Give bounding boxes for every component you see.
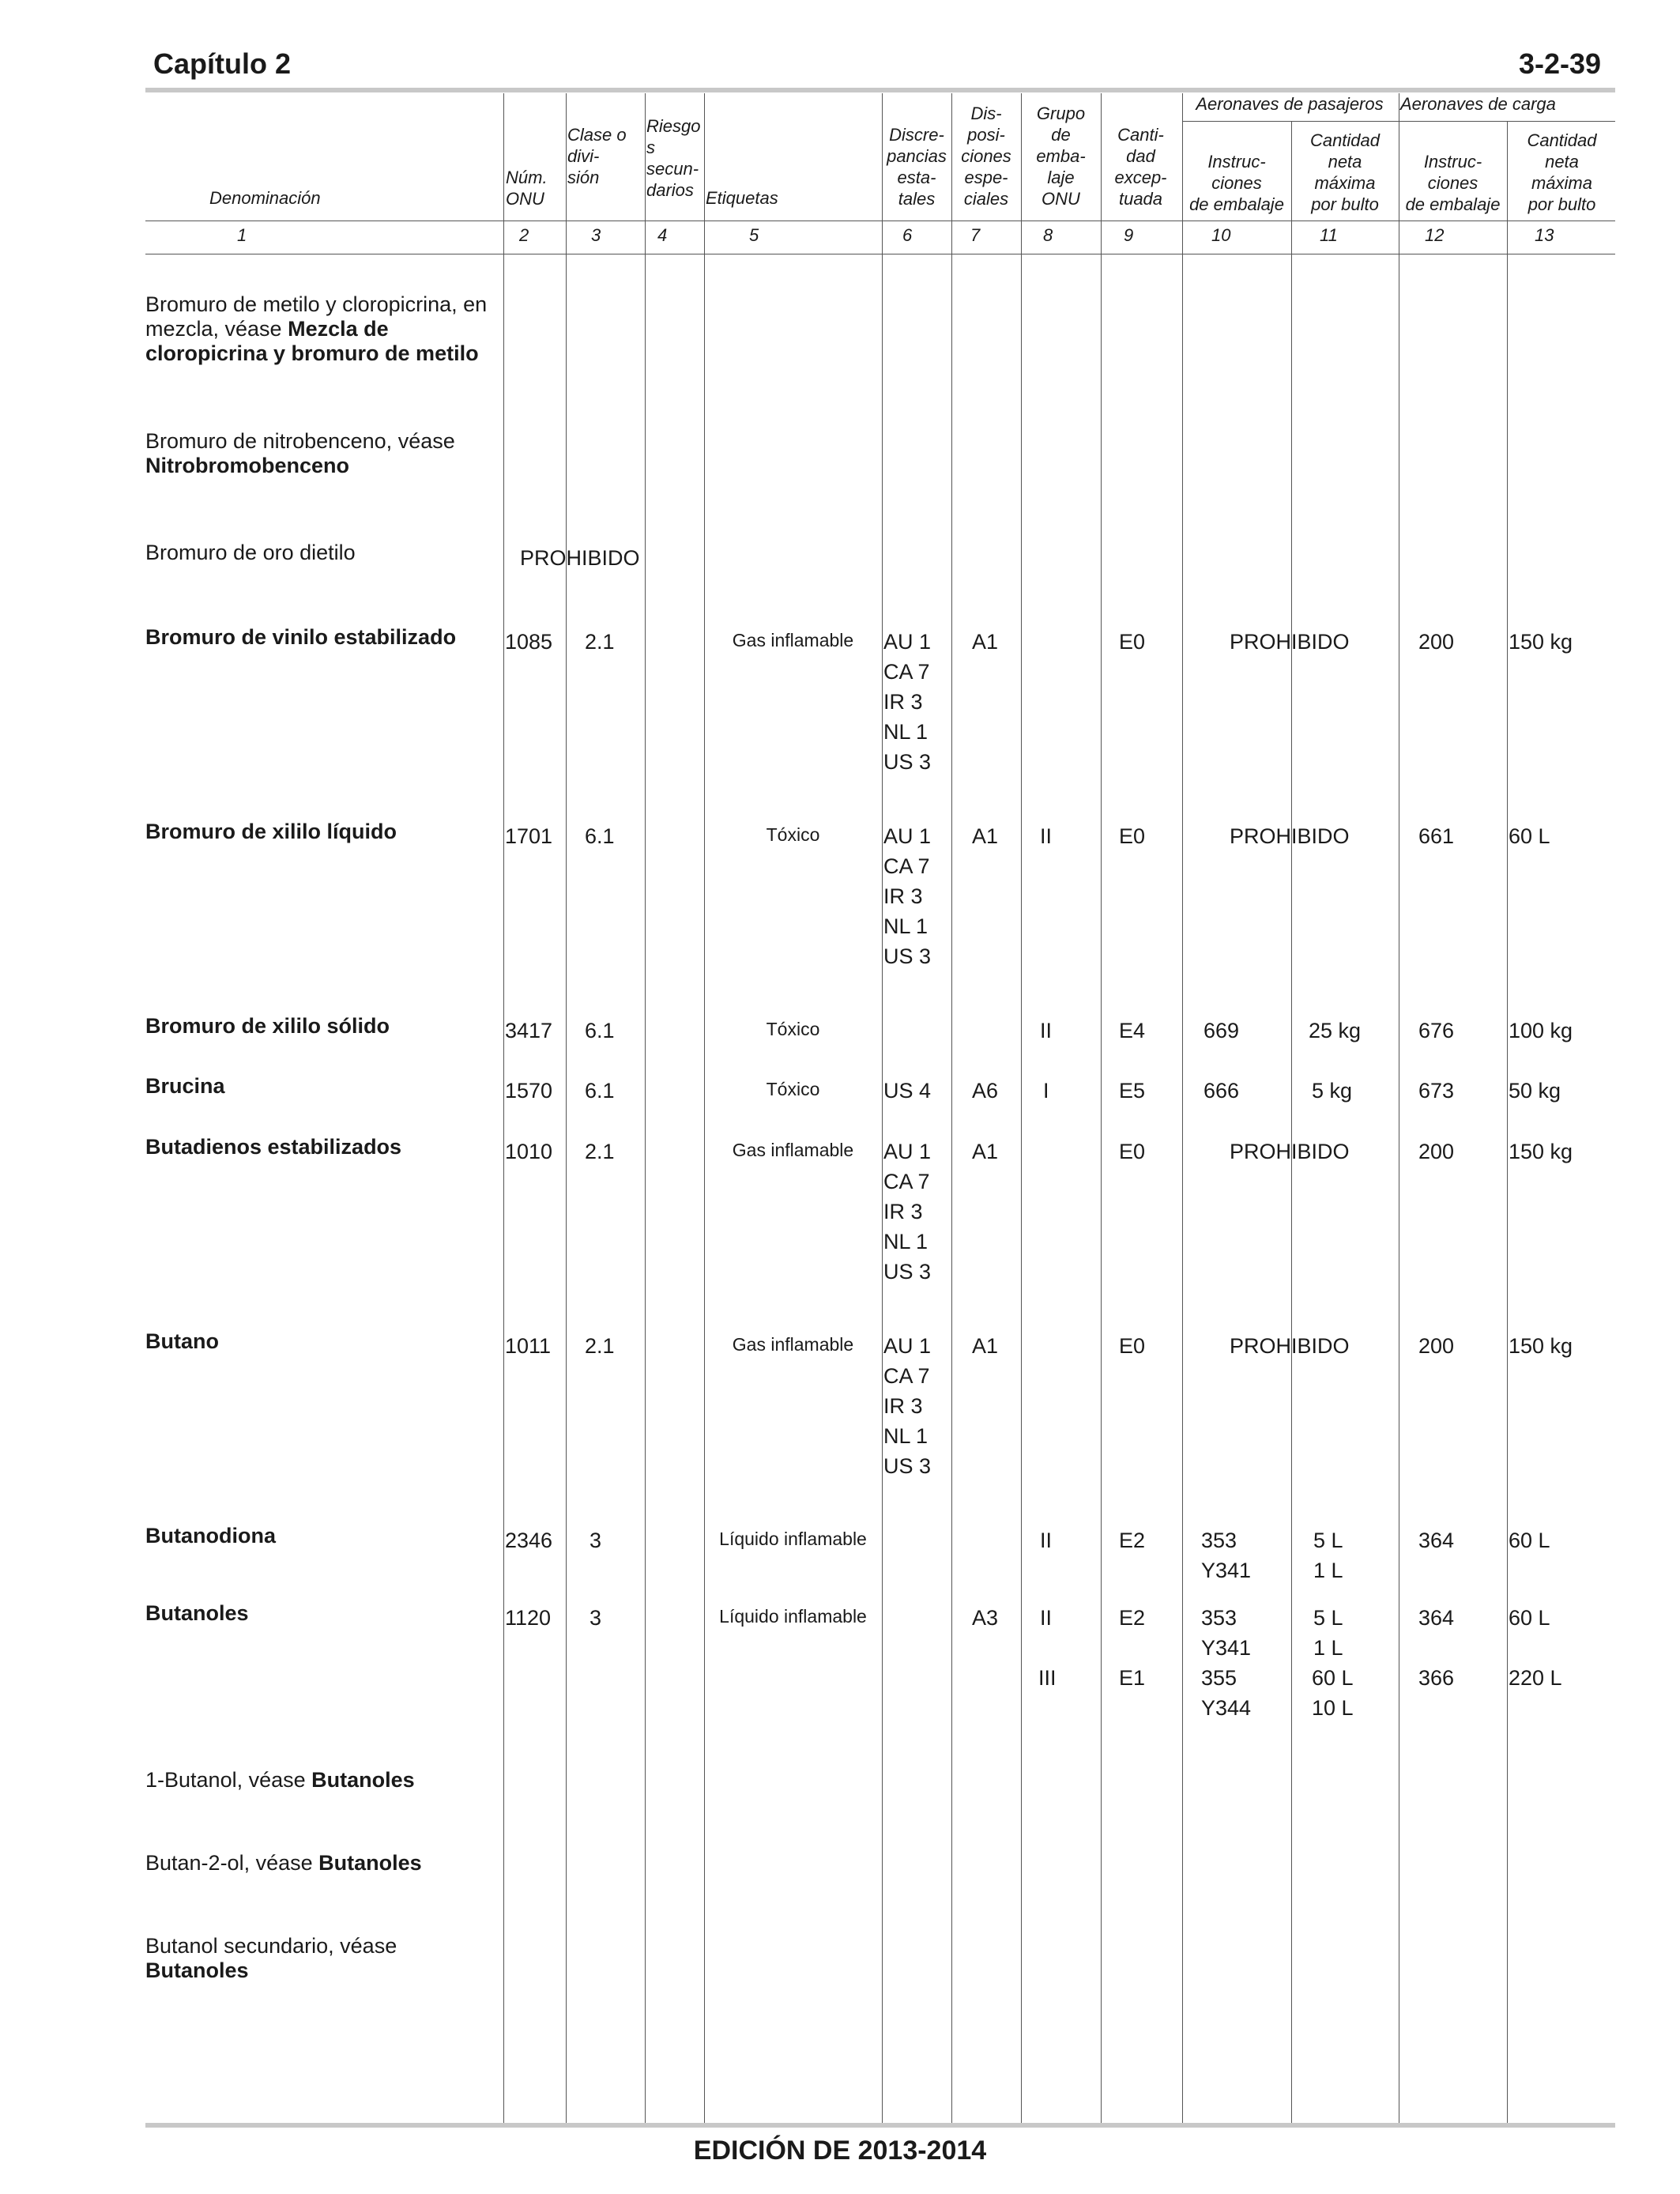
colnum-8: 8 <box>1043 225 1053 245</box>
prohibido-text: PROHIBIDO <box>1230 1334 1350 1358</box>
header-clase: Clase o divi- sión <box>567 125 627 187</box>
packing-group: II <box>1040 1019 1053 1042</box>
col-line-5 <box>704 93 705 2124</box>
excepted-quantity: E0 <box>1119 1140 1146 1163</box>
class-division: 3 <box>590 1529 602 1552</box>
hazard-label: Líquido inflamable <box>719 1606 867 1627</box>
prohibido-text: PROHIBIDO <box>1230 1140 1350 1163</box>
colnum-5: 5 <box>749 225 759 245</box>
un-number: 2346 <box>505 1529 553 1552</box>
entry-ref: Butanoles <box>318 1851 422 1875</box>
pax-instructions: 666 <box>1203 1079 1240 1103</box>
header-num-onu: Núm. ONU <box>506 168 548 209</box>
excepted-quantity: E5 <box>1119 1079 1146 1103</box>
header-cargo-cantidad: Cantidad neta máxima por bulto <box>1527 130 1597 214</box>
entry-ref: cloropicrina y bromuro de metilo <box>145 341 479 365</box>
colnum-9: 9 <box>1124 225 1134 245</box>
pax-instructions: 353 Y341 <box>1201 1606 1252 1660</box>
edition-footer: EDICIÓN DE 2013-2014 <box>693 2136 987 2166</box>
entry-name: Bromuro de vinilo estabilizado <box>145 625 457 649</box>
prohibido-text: PROHIBIDO <box>1230 630 1350 654</box>
pax-max-quantity: 25 kg <box>1309 1019 1362 1042</box>
colnum-3: 3 <box>591 225 601 245</box>
un-number: 1010 <box>505 1140 553 1163</box>
hazard-label: Tóxico <box>766 1079 820 1099</box>
packing-group: I <box>1043 1079 1049 1103</box>
packing-group: II <box>1040 1529 1053 1552</box>
cargo-max-quantity: 60 L <box>1509 1529 1550 1552</box>
un-number: 1701 <box>505 824 553 848</box>
entry-text: Bromuro de nitrobenceno, véase <box>145 429 455 453</box>
entry-name: Bromuro de xililo sólido <box>145 1014 390 1038</box>
cargo-max-quantity: 150 kg <box>1509 1140 1573 1163</box>
colnum-7: 7 <box>970 225 981 245</box>
chapter-title: Capítulo 2 <box>153 47 292 80</box>
hazard-label: Gas inflamable <box>732 630 854 650</box>
excepted-quantity: E0 <box>1119 824 1146 848</box>
header-riesgos: Riesgo s secun- darios <box>646 116 701 200</box>
class-division: 2.1 <box>585 1140 615 1163</box>
entry-name <box>145 1934 397 1983</box>
entry-name: Butanodiona <box>145 1524 276 1547</box>
hazard-label: Líquido inflamable <box>719 1529 867 1549</box>
cargo-instructions: 200 <box>1418 1334 1455 1358</box>
col-line-11 <box>1291 121 1292 2124</box>
cargo-max-quantity: 150 kg <box>1509 1334 1573 1358</box>
entry-ref: Mezcla de <box>288 317 389 341</box>
header-pax-cantidad: Cantidad neta máxima por bulto <box>1309 130 1381 214</box>
entry-name <box>145 1848 422 1878</box>
pax-instructions: 669 <box>1203 1019 1240 1042</box>
excepted-quantity: E0 <box>1119 1334 1146 1358</box>
entry-name <box>145 292 487 366</box>
entry-name <box>145 1765 415 1795</box>
un-number: 1570 <box>505 1079 553 1103</box>
excepted-quantity: E0 <box>1119 630 1146 654</box>
header-grupo: Grupo de emba- laje ONU <box>1036 104 1086 209</box>
colnum-2: 2 <box>519 225 529 245</box>
cargo-instructions: 364 <box>1418 1606 1455 1630</box>
excepted-quantity: E2 <box>1119 1606 1146 1630</box>
un-number: 1085 <box>505 630 553 654</box>
col-line-10 <box>1182 93 1183 2124</box>
col-line-6 <box>882 93 883 2124</box>
col-line-7 <box>951 93 952 2124</box>
col-line-8 <box>1021 93 1022 2124</box>
col-line-3 <box>566 93 567 2124</box>
cargo-instructions: 200 <box>1418 1140 1455 1163</box>
class-division: 6.1 <box>585 824 615 848</box>
pax-max-quantity: 5 L 1 L <box>1313 1529 1343 1582</box>
entry-ref: Butanoles <box>145 1958 249 1982</box>
colnum-1: 1 <box>237 225 247 245</box>
packing-group: II <box>1040 824 1053 848</box>
special-provisions: A1 <box>972 630 999 654</box>
header-pax-instrucciones: Instruc- ciones de embalaje <box>1189 152 1284 214</box>
packing-group: II <box>1040 1606 1053 1630</box>
cargo-max-quantity: 220 L <box>1509 1666 1562 1690</box>
entry-name: Bromuro de xililo líquido <box>145 820 397 843</box>
entry-name: Brucina <box>145 1074 225 1098</box>
excepted-quantity: E1 <box>1119 1666 1146 1690</box>
special-provisions: A1 <box>972 1140 999 1163</box>
cargo-instructions: 661 <box>1418 824 1455 848</box>
pax-max-quantity: 5 L 1 L <box>1313 1606 1343 1660</box>
un-number: 1011 <box>505 1334 552 1358</box>
pax-max-quantity: 60 L 10 L <box>1312 1666 1354 1720</box>
cargo-max-quantity: 100 kg <box>1509 1019 1573 1042</box>
special-provisions: A3 <box>972 1606 999 1630</box>
col-line-4 <box>645 93 646 2124</box>
top-rule <box>145 88 1615 92</box>
cargo-max-quantity: 150 kg <box>1509 630 1573 654</box>
state-variations: US 4 <box>883 1079 932 1103</box>
header-disposiciones: Dis- posi- ciones espe- ciales <box>961 104 1011 209</box>
cargo-instructions: 200 <box>1418 630 1455 654</box>
packing-group: III <box>1038 1666 1057 1690</box>
cargo-max-quantity: 60 L <box>1509 824 1550 848</box>
header-aeronaves-carga: Aeronaves de carga <box>1400 94 1556 114</box>
cargo-instructions: 676 <box>1418 1019 1455 1042</box>
header-cargo-instrucciones: Instruc- ciones de embalaje <box>1405 152 1501 214</box>
header-cantidad-exceptuada: Canti- dad excep- tuada <box>1114 125 1167 209</box>
entry-text: Butan-2-ol, véase <box>145 1851 319 1875</box>
special-provisions: A1 <box>972 1334 999 1358</box>
colnum-13: 13 <box>1535 225 1554 245</box>
colnum-11: 11 <box>1320 225 1338 245</box>
special-provisions: A6 <box>972 1079 999 1103</box>
pax-max-quantity: 5 kg <box>1312 1079 1353 1103</box>
special-provisions: A1 <box>972 824 999 848</box>
entry-text: Bromuro de metilo y cloropicrina, en <box>145 292 488 316</box>
entry-text: mezcla, véase <box>145 317 288 341</box>
hazard-label: Gas inflamable <box>732 1334 854 1355</box>
colnum-12: 12 <box>1425 225 1445 245</box>
state-variations: AU 1 CA 7 IR 3 NL 1 US 3 <box>883 824 932 968</box>
pax-instructions: 355 Y344 <box>1201 1666 1252 1720</box>
entry-name: Bromuro de oro dietilo <box>145 541 356 564</box>
prohibido-text: PROHIBIDO <box>520 546 640 570</box>
cargo-instructions: 366 <box>1418 1666 1455 1690</box>
entry-text <box>145 317 487 341</box>
entry-ref: Nitrobromobenceno <box>145 454 350 477</box>
excepted-quantity: E2 <box>1119 1529 1146 1552</box>
colnum-4: 4 <box>657 225 668 245</box>
hazard-label: Gas inflamable <box>732 1140 854 1160</box>
class-division: 2.1 <box>585 630 615 654</box>
entry-name: Butano <box>145 1329 219 1353</box>
entry-text: Butanol secundario, véase <box>145 1934 397 1958</box>
header-aeronaves-pasajeros: Aeronaves de pasajeros <box>1196 94 1384 114</box>
header-etiquetas: Etiquetas <box>706 188 778 208</box>
class-division: 2.1 <box>585 1334 615 1358</box>
entry-ref: Butanoles <box>311 1768 415 1792</box>
entry-text: 1-Butanol, véase <box>145 1768 312 1792</box>
cargo-max-quantity: 60 L <box>1509 1606 1550 1630</box>
class-division: 6.1 <box>585 1079 615 1103</box>
bottom-rule <box>145 2123 1615 2128</box>
col-line-2 <box>503 93 504 2124</box>
col-line-13 <box>1507 121 1508 2124</box>
class-division: 6.1 <box>585 1019 615 1042</box>
hazard-label: Tóxico <box>766 1019 820 1039</box>
state-variations: AU 1 CA 7 IR 3 NL 1 US 3 <box>883 630 932 774</box>
un-number: 1120 <box>505 1606 552 1630</box>
entry-name: Butanoles <box>145 1601 249 1625</box>
state-variations: AU 1 CA 7 IR 3 NL 1 US 3 <box>883 1140 932 1284</box>
colnum-10: 10 <box>1211 225 1231 245</box>
cargo-instructions: 673 <box>1418 1079 1455 1103</box>
un-number: 3417 <box>505 1019 553 1042</box>
header-denominacion: Denominación <box>209 188 321 208</box>
page-number: 3-2-39 <box>1518 47 1601 80</box>
cargo-instructions: 364 <box>1418 1529 1455 1552</box>
class-division: 3 <box>590 1606 602 1630</box>
col-line-9 <box>1101 93 1102 2124</box>
state-variations: AU 1 CA 7 IR 3 NL 1 US 3 <box>883 1334 932 1478</box>
hazard-label: Tóxico <box>766 824 820 845</box>
excepted-quantity: E4 <box>1119 1019 1146 1042</box>
cargo-max-quantity: 50 kg <box>1509 1079 1561 1103</box>
pax-instructions: 353 Y341 <box>1201 1529 1252 1582</box>
prohibido-text: PROHIBIDO <box>1230 824 1350 848</box>
colnum-6: 6 <box>902 225 913 245</box>
header-discrepancias: Discre- pancias esta- tales <box>887 125 947 209</box>
entry-name: Butadienos estabilizados <box>145 1135 402 1159</box>
entry-name <box>145 429 455 478</box>
